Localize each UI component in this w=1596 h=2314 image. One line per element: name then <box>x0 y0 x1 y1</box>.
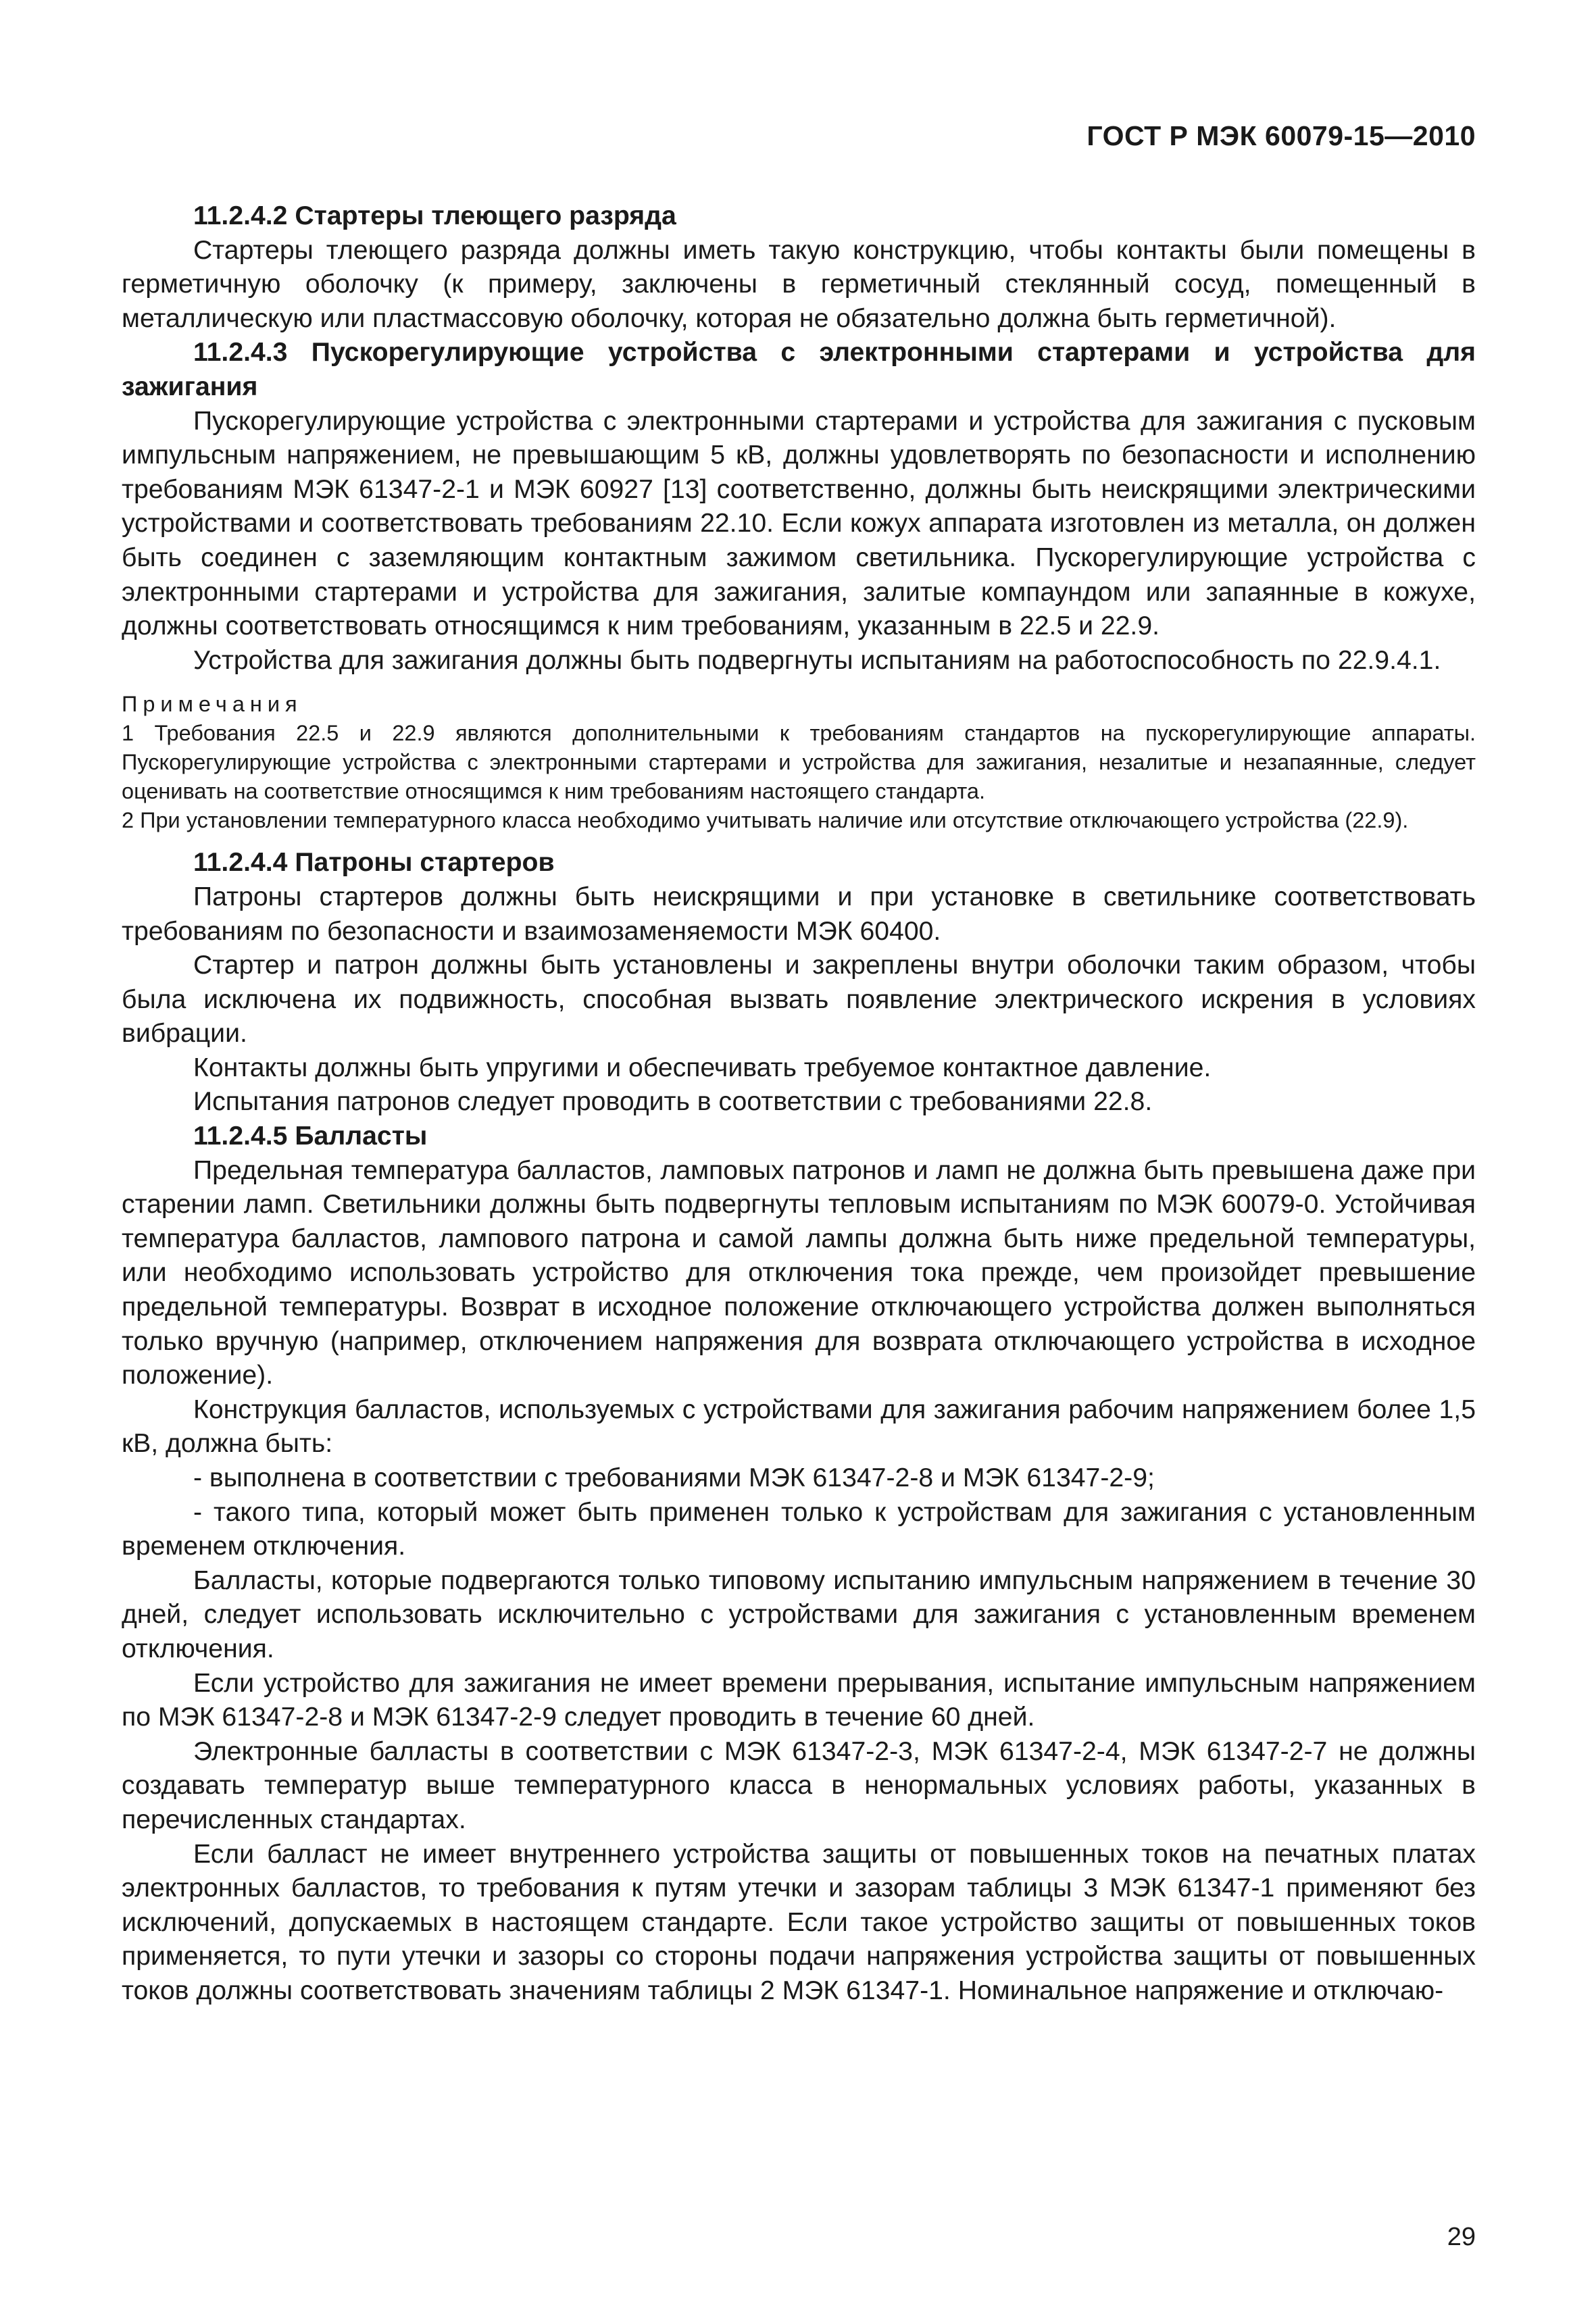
page-number: 29 <box>1447 2223 1476 2251</box>
paragraph: Конструкция балластов, используемых с устройствами для зажигания рабочим напряжением более 1,5 кВ, должна быть: <box>122 1394 1476 1459</box>
note-item: 2 При установлении температурного класса необходимо учитывать наличие или отсутствие отключающего устройства (22.9). <box>122 808 1409 833</box>
paragraph: Электронные балласты в соответствии с МЭК 61347-2-3, МЭК 61347-2-4, МЭК 61347-2-7 не должны создавать температур выше температурного класса в ненормальных условиях работы, указанных в перечисленных стандартах. <box>122 1736 1476 1834</box>
document-header: ГОСТ Р МЭК 60079-15—2010 <box>1087 120 1476 151</box>
paragraph: Стартеры тлеющего разряда должны иметь такую конструкцию, чтобы контакты были помещены в герметичную оболочку (к примеру, заключены в герметичный стеклянный сосуд, помещенный в металлическую или пластмассовую оболочку, которая не обязательно должна быть герметичной). <box>122 235 1476 333</box>
section-heading: 11.2.4.3 Пускорегулирующие устройства с электронными стартерами и устройства для зажигания <box>122 338 1476 401</box>
paragraph: Контакты должны быть упругими и обеспечивать требуемое контактное давление. <box>193 1053 1212 1082</box>
note-item: 1 Требования 22.5 и 22.9 являются дополнительными к требованиям стандартов на пускорегулирующие аппараты. Пускорегулирующие устройства с электронными стартерами и устройства для зажигания, незалитые и незапаянные, следует оценивать на соответствие относящимся к ним требованиям настоящего стандарта. <box>122 721 1476 804</box>
paragraph: Предельная температура балластов, ламповых патронов и ламп не должна быть превышена даже при старении ламп. Светильники должны быть подвергнуты тепловым испытаниям по МЭК 60079-0. Устойчивая температура балластов, лампового патрона и самой лампы должна быть ниже предельной температуры, или необходимо использовать устройство для отключения тока прежде, чем произойдет превышение предельной температуры. Возврат в исходное положение отключающего устройства должен выполняться только вручную (например, отключением напряжения для возврата отключающего устройства в исходное положение). <box>122 1155 1476 1390</box>
section-heading: 11.2.4.4 Патроны стартеров <box>193 848 555 878</box>
paragraph: Стартер и патрон должны быть установлены и закреплены внутри оболочки таким образом, чтобы была исключена их подвижность, способная вызвать появление электрического искрения в условиях вибрации. <box>122 951 1476 1049</box>
paragraph: Балласты, которые подвергаются только типовому испытанию импульсным напряжением в течение 30 дней, следует использовать исключительно с устройствами для зажигания с установленным временем отключения. <box>122 1565 1476 1663</box>
notes-title: Примечания <box>122 692 303 717</box>
section-heading: 11.2.4.5 Балласты <box>193 1122 428 1151</box>
notes-block <box>122 690 1476 835</box>
body-text <box>122 199 1476 2009</box>
paragraph: Испытания патронов следует проводить в соответствии с требованиями 22.8. <box>193 1087 1153 1117</box>
paragraph: Пускорегулирующие устройства с электронными стартерами и устройства для зажигания с пусковым импульсным напряжением, не превышающим 5 кВ, должны удовлетворять по безопасности и исполнению требованиям МЭК 61347-2-1 и МЭК 60927 [13] соответственно, должны быть неискрящими электрическими устройствами и соответствовать требованиям 22.10. Если кожух аппарата изготовлен из металла, он должен быть соединен с заземляющим контактным зажимом светильника. Пускорегулирующие устройства с электронными стартерами и устройства для зажигания, залитые компаундом или запаянные в кожухе, должны соответствовать относящимся к ним требованиям, указанным в 22.5 и 22.9. <box>122 406 1476 641</box>
section-heading: 11.2.4.2 Стартеры тлеющего разряда <box>193 201 676 230</box>
paragraph: Устройства для зажигания должны быть подвергнуты испытаниям на работоспособность по 22.9.4.1. <box>193 645 1441 675</box>
list-item: - выполнена в соответствии с требованиями МЭК 61347-2-8 и МЭК 61347-2-9; <box>193 1463 1155 1492</box>
paragraph: Если балласт не имеет внутреннего устройства защиты от повышенных токов на печатных платах электронных балластов, то требования к путям утечки и зазорам таблицы 3 МЭК 61347-1 применяют без исключений, допускаемых в настоящем стандарте. Если такое устройство защиты от повышенных токов применяется, то пути утечки и зазоры со стороны подачи напряжения устройства защиты от повышенных токов должны соответствовать значениям таблицы 2 МЭК 61347-1. Номинальное напряжение и отключаю- <box>122 1839 1476 2005</box>
paragraph: Если устройство для зажигания не имеет времени прерывания, испытание импульсным напряжением по МЭК 61347-2-8 и МЭК 61347-2-9 следует проводить в течение 60 дней. <box>122 1668 1476 1732</box>
list-item: - такого типа, который может быть применен только к устройствам для зажигания с установленным временем отключения. <box>122 1497 1476 1561</box>
paragraph: Патроны стартеров должны быть неискрящими и при установке в светильнике соответствовать требованиям по безопасности и взаимозаменяемости МЭК 60400. <box>122 882 1476 946</box>
